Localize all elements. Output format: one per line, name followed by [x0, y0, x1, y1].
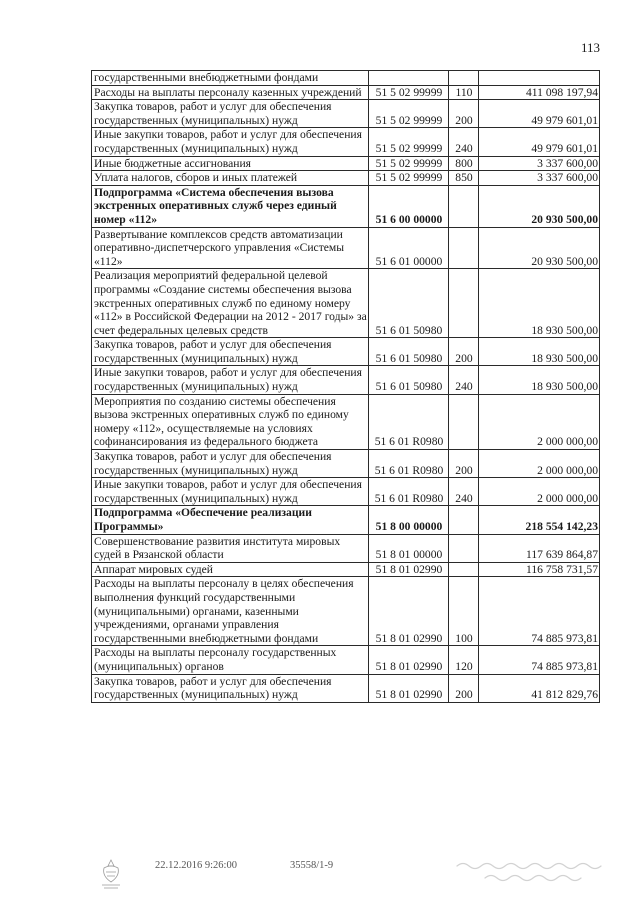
- row-name-cell: Подпрограмма «Обеспечение реализации Программы»: [92, 506, 369, 534]
- row-code-cell: 51 8 01 02990: [369, 577, 449, 646]
- table-row: [92, 85, 600, 100]
- row-code-cell: 51 6 01 50980: [369, 366, 449, 394]
- row-sum-cell: 3 337 600,00: [479, 171, 600, 186]
- row-sum-cell: 74 885 973,81: [479, 577, 600, 646]
- row-type-cell: [449, 227, 479, 269]
- row-sum-cell: 3 337 600,00: [479, 156, 600, 171]
- row-name-cell: Расходы на выплаты персоналу государственных (муниципальных) органов: [92, 646, 369, 674]
- row-code-cell: 51 6 01 50980: [369, 338, 449, 366]
- row-type-cell: [449, 185, 479, 227]
- row-sum-cell: 18 930 500,00: [479, 338, 600, 366]
- print-timestamp: 22.12.2016 9:26:00: [155, 860, 237, 871]
- row-code-cell: 51 5 02 99999: [369, 85, 449, 100]
- table-row: [92, 534, 600, 562]
- row-name-cell: Уплата налогов, сборов и иных платежей: [92, 171, 369, 186]
- row-code-cell: 51 5 02 99999: [369, 100, 449, 128]
- table-row: [92, 100, 600, 128]
- row-type-cell: [449, 562, 479, 577]
- row-sum-cell: 116 758 731,57: [479, 562, 600, 577]
- row-type-cell: 850: [449, 171, 479, 186]
- row-sum-cell: 2 000 000,00: [479, 450, 600, 478]
- row-name-cell: Иные закупки товаров, работ и услуг для обеспечения государственных (муниципальных) нужд: [92, 128, 369, 156]
- row-name-cell: Аппарат мировых судей: [92, 562, 369, 577]
- table-row: [92, 478, 600, 506]
- row-code-cell: 51 6 00 00000: [369, 185, 449, 227]
- row-type-cell: [449, 394, 479, 449]
- row-code-cell: 51 8 01 02990: [369, 674, 449, 702]
- row-code-cell: 51 6 01 R0980: [369, 394, 449, 449]
- row-name-cell: Иные закупки товаров, работ и услуг для обеспечения государственных (муниципальных) нужд: [92, 366, 369, 394]
- page-footer: [0, 858, 640, 898]
- table-row: [92, 185, 600, 227]
- row-type-cell: 800: [449, 156, 479, 171]
- row-sum-cell: 18 930 500,00: [479, 366, 600, 394]
- row-name-cell: Расходы на выплаты персоналу казенных учреждений: [92, 85, 369, 100]
- row-sum-cell: [479, 71, 600, 86]
- budget-table: [91, 70, 600, 703]
- row-type-cell: 100: [449, 577, 479, 646]
- row-sum-cell: 20 930 500,00: [479, 185, 600, 227]
- row-code-cell: 51 8 01 00000: [369, 534, 449, 562]
- row-sum-cell: 49 979 601,01: [479, 128, 600, 156]
- row-sum-cell: 2 000 000,00: [479, 478, 600, 506]
- row-type-cell: 240: [449, 128, 479, 156]
- row-name-cell: Закупка товаров, работ и услуг для обеспечения государственных (муниципальных) нужд: [92, 450, 369, 478]
- row-code-cell: 51 6 01 R0980: [369, 478, 449, 506]
- row-sum-cell: 41 812 829,76: [479, 674, 600, 702]
- row-type-cell: 200: [449, 674, 479, 702]
- row-code-cell: 51 5 02 99999: [369, 171, 449, 186]
- row-type-cell: 110: [449, 85, 479, 100]
- row-type-cell: 120: [449, 646, 479, 674]
- row-sum-cell: 49 979 601,01: [479, 100, 600, 128]
- table-row: [92, 450, 600, 478]
- budget-table-body: [92, 71, 600, 703]
- table-row: [92, 269, 600, 338]
- row-sum-cell: 2 000 000,00: [479, 394, 600, 449]
- row-sum-cell: 20 930 500,00: [479, 227, 600, 269]
- table-row: [92, 646, 600, 674]
- row-name-cell: Расходы на выплаты персоналу в целях обеспечения выполнения функций государственными (муниципальными) органами, казенными учреждениями, органами управления государственными внебюджетными фондами: [92, 577, 369, 646]
- row-type-cell: [449, 534, 479, 562]
- row-name-cell: государственными внебюджетными фондами: [92, 71, 369, 86]
- row-sum-cell: 411 098 197,94: [479, 85, 600, 100]
- row-name-cell: Совершенствование развития института мировых судей в Рязанской области: [92, 534, 369, 562]
- row-code-cell: 51 6 01 00000: [369, 227, 449, 269]
- document-code: 35558/1-9: [290, 860, 334, 871]
- row-name-cell: Развертывание комплексов средств автоматизации оперативно-диспетчерского управления «Системы «112»: [92, 227, 369, 269]
- row-code-cell: 51 6 01 50980: [369, 269, 449, 338]
- table-row: [92, 394, 600, 449]
- row-code-cell: 51 8 01 02990: [369, 646, 449, 674]
- row-type-cell: 240: [449, 478, 479, 506]
- row-name-cell: Иные закупки товаров, работ и услуг для обеспечения государственных (муниципальных) нужд: [92, 478, 369, 506]
- row-type-cell: 200: [449, 450, 479, 478]
- table-row: [92, 577, 600, 646]
- table-row: [92, 128, 600, 156]
- row-sum-cell: 218 554 142,23: [479, 506, 600, 534]
- row-code-cell: 51 5 02 99999: [369, 128, 449, 156]
- table-row: [92, 674, 600, 702]
- row-sum-cell: 117 639 864,87: [479, 534, 600, 562]
- table-row: [92, 71, 600, 86]
- table-row: [92, 562, 600, 577]
- row-sum-cell: 74 885 973,81: [479, 646, 600, 674]
- row-name-cell: Мероприятия по созданию системы обеспечения вызова экстренных оперативных служб по единому номеру «112», осуществляемые на условиях софинансирования из федерального бюджета: [92, 394, 369, 449]
- table-row: [92, 366, 600, 394]
- row-type-cell: 200: [449, 100, 479, 128]
- row-type-cell: [449, 269, 479, 338]
- row-name-cell: Иные бюджетные ассигнования: [92, 156, 369, 171]
- row-name-cell: Закупка товаров, работ и услуг для обеспечения государственных (муниципальных) нужд: [92, 338, 369, 366]
- row-type-cell: [449, 71, 479, 86]
- row-code-cell: [369, 71, 449, 86]
- faded-watermark: [455, 858, 605, 888]
- row-code-cell: 51 8 00 00000: [369, 506, 449, 534]
- row-type-cell: [449, 506, 479, 534]
- row-name-cell: Реализация мероприятий федеральной целевой программы «Создание системы обеспечения вызова экстренных оперативных служб по единому номеру «112» в Российской Федерации на 2012 - 2017 годы» за счет федеральных целевых средств: [92, 269, 369, 338]
- row-type-cell: 200: [449, 338, 479, 366]
- table-row: [92, 156, 600, 171]
- row-name-cell: Закупка товаров, работ и услуг для обеспечения государственных (муниципальных) нужд: [92, 100, 369, 128]
- table-row: [92, 227, 600, 269]
- table-row: [92, 506, 600, 534]
- row-code-cell: 51 5 02 99999: [369, 156, 449, 171]
- row-name-cell: Закупка товаров, работ и услуг для обеспечения государственных (муниципальных) нужд: [92, 674, 369, 702]
- row-name-cell: Подпрограмма «Система обеспечения вызова экстренных оперативных служб через единый номер «112»: [92, 185, 369, 227]
- row-code-cell: 51 8 01 02990: [369, 562, 449, 577]
- row-code-cell: 51 6 01 R0980: [369, 450, 449, 478]
- row-sum-cell: 18 930 500,00: [479, 269, 600, 338]
- row-type-cell: 240: [449, 366, 479, 394]
- page-number: 113: [580, 40, 600, 55]
- table-row: [92, 338, 600, 366]
- table-row: [92, 171, 600, 186]
- emblem-icon: [98, 858, 124, 895]
